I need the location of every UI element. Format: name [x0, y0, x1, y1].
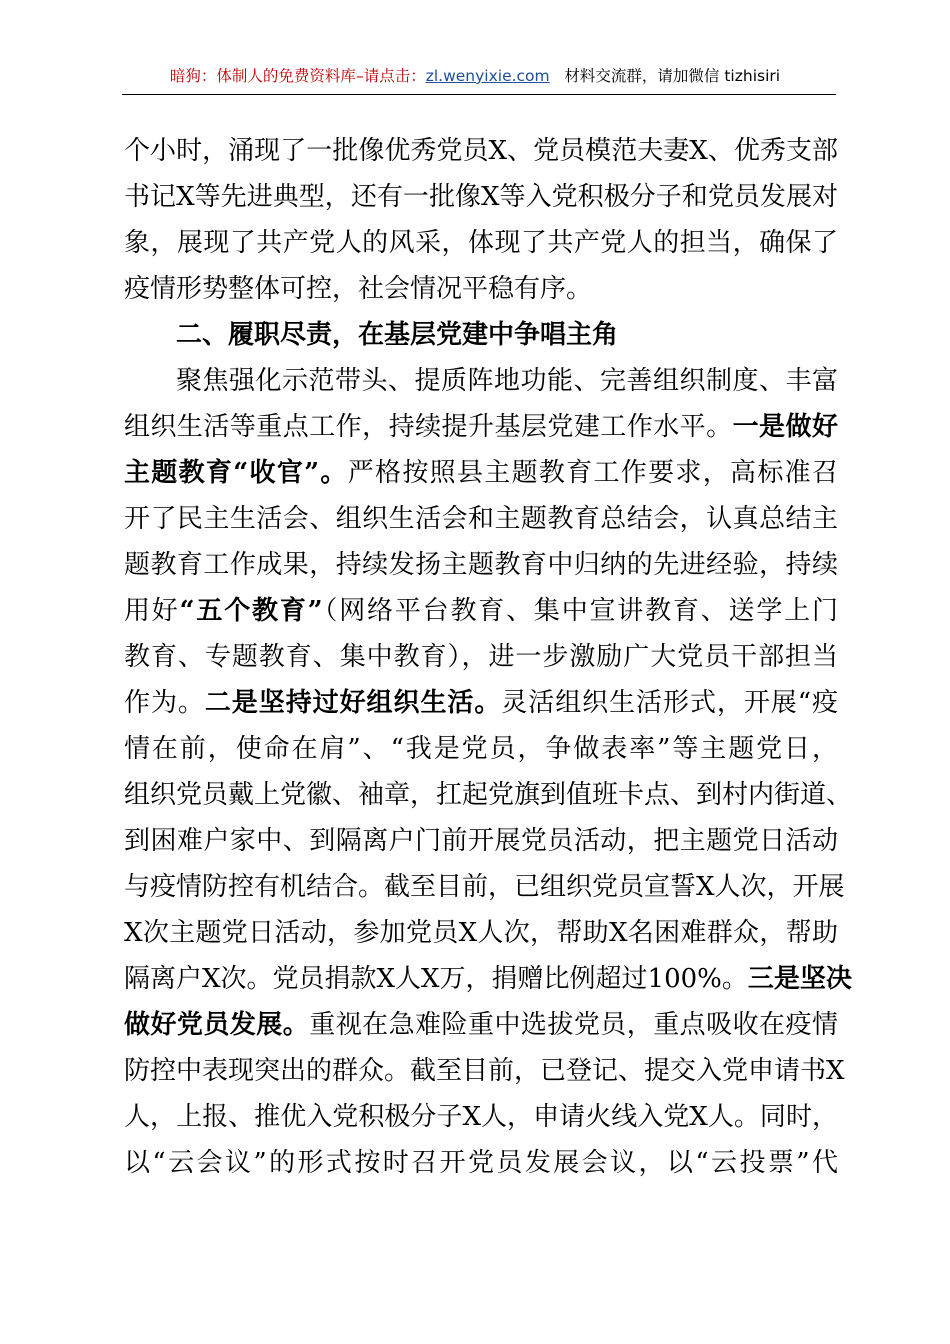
text-run: 灵活组织生活形式，开展“疫 — [501, 688, 838, 718]
text-line — [124, 404, 838, 450]
text-run: 隔离户X次。党员捐款X人X万，捐赠比例超过100%。 — [124, 964, 748, 994]
paragraph-main — [124, 358, 853, 1186]
text-line: X次主题党日活动，参加党员X人次，帮助X名困难群众，帮助 — [124, 918, 838, 948]
text-line: 疫情形势整体可控，社会情况平稳有序。 — [124, 274, 593, 304]
text-line: 书记X等先进典型，还有一批像X等入党积极分子和党员发展对 — [124, 182, 838, 212]
text-line — [124, 588, 838, 634]
text-run: 用好 — [124, 596, 180, 626]
text-run: （网络平台教育、集中宣讲教育、送学上门 — [322, 596, 838, 626]
text-line: 教育、专题教育、集中教育），进一步激励广大党员干部担当 — [124, 642, 838, 672]
text-line: 情在前，使命在肩”、“我是党员，争做表率”等主题党日， — [124, 734, 838, 764]
text-line: 象，展现了共产党人的风采，体现了共产党人的担当，确保了 — [124, 228, 838, 258]
text-line: 组织党员戴上党徽、袖章，扛起党旗到值班卡点、到村内街道、 — [124, 780, 853, 810]
section-heading: 二、履职尽责，在基层党建中争唱主角 — [176, 320, 619, 350]
paragraph-continued — [124, 128, 838, 312]
header-divider — [122, 94, 836, 95]
text-line: 人，上报、推优入党积极分子X人，申请火线入党X人。同时， — [124, 1102, 838, 1132]
text-line: 以“云会议”的形式按时召开党员发展会议，以“云投票”代 — [124, 1148, 838, 1178]
text-line: 题教育工作成果，持续发扬主题教育中归纳的先进经验，持续 — [124, 550, 838, 580]
bold-run: 一是做好 — [732, 412, 838, 442]
bold-run: 做好党员发展。 — [124, 1010, 310, 1040]
document-body — [124, 128, 853, 1186]
text-line: 与疫情防控有机结合。截至目前，已组织党员宣誓X人次，开展 — [124, 872, 845, 902]
text-line: 个小时，涌现了一批像优秀党员X、党员模范夫妻X、优秀支部 — [124, 136, 838, 166]
bold-run: “五个教育” — [179, 596, 323, 626]
text-run: 组织生活等重点工作，持续提升基层党建工作水平。 — [124, 412, 733, 442]
bold-run: 二是坚持过好组织生活。 — [204, 688, 502, 718]
text-line — [124, 1002, 838, 1048]
text-line — [124, 956, 852, 1002]
text-line: 防控中表现突出的群众。截至目前，已登记、提交入党申请书X — [124, 1056, 845, 1086]
text-run: 重视在急难险重中选拔党员，重点吸收在疫情 — [309, 1010, 838, 1040]
header-link[interactable]: zl.wenyixie.com — [425, 67, 550, 85]
header-brand: 暗狗：体制人的免费资料库 — [169, 67, 356, 85]
header-click-prompt: –请点击： — [355, 67, 426, 85]
header-contact: 材料交流群，请加微信 tizhisiri — [564, 67, 781, 85]
bold-run: 主题教育“收官”。 — [124, 458, 348, 488]
text-line: 聚焦强化示范带头、提质阵地功能、完善组织制度、丰富 — [176, 366, 838, 396]
text-run: 严格按照县主题教育工作要求，高标准召 — [347, 458, 838, 488]
text-line: 开了民主生活会、组织生活会和主题教育总结会，认真总结主 — [124, 504, 838, 534]
bold-run: 三是坚决 — [747, 964, 852, 994]
text-line — [124, 680, 838, 726]
page-header — [0, 66, 950, 86]
text-line: 到困难户家中、到隔离户门前开展党员活动，把主题党日活动 — [124, 826, 838, 856]
text-line — [124, 450, 838, 496]
text-run: 作为。 — [124, 688, 205, 718]
